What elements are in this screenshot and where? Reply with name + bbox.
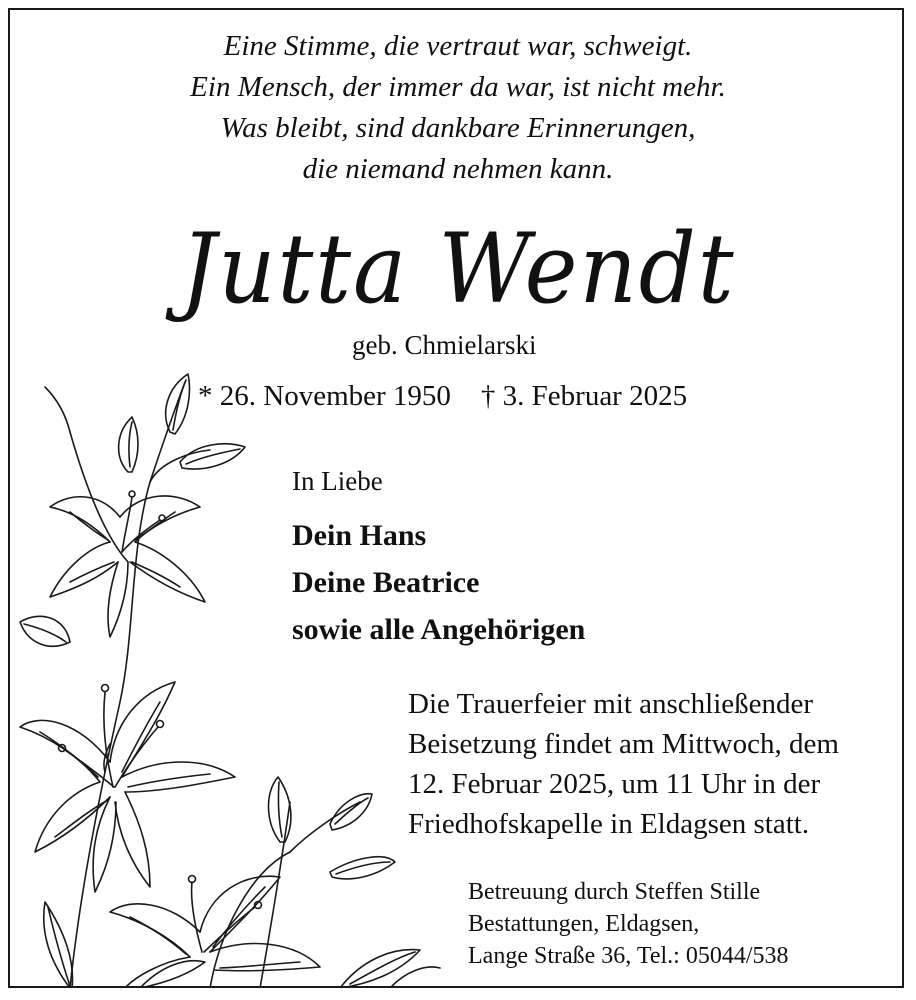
- poem-line: Ein Mensch, der immer da war, ist nicht mehr.: [190, 71, 726, 103]
- undertaker-info: [468, 876, 788, 972]
- poem: [0, 26, 916, 190]
- greeting: In Liebe: [292, 466, 383, 496]
- mourner: Dein Hans: [292, 519, 427, 552]
- mourner: sowie alle Angehörigen: [292, 613, 586, 646]
- death-date: † 3. Februar 2025: [480, 380, 688, 412]
- lily-flowers-icon: [10, 372, 450, 988]
- mourner: Deine Beatrice: [292, 566, 480, 599]
- undertaker-line: Bestattungen, Eldagsen,: [468, 911, 700, 937]
- poem-line: Was bleibt, sind dankbare Erinnerungen,: [220, 112, 696, 144]
- undertaker-line: Lange Straße 36, Tel.: 05044/538: [468, 943, 789, 969]
- service-line: 12. Februar 2025, um 11 Uhr in der: [408, 768, 821, 800]
- service-line: Die Trauerfeier mit anschließender: [408, 688, 814, 720]
- birth-date: * 26. November 1950: [198, 380, 451, 412]
- service-info: [408, 684, 839, 844]
- poem-line: Eine Stimme, die vertraut war, schweigt.: [223, 30, 693, 62]
- deceased-name: Jutta Wendt: [180, 213, 736, 325]
- birth-name: geb. Chmielarski: [352, 330, 537, 360]
- undertaker-line: Betreuung durch Steffen Stille: [468, 879, 761, 905]
- service-line: Beisetzung findet am Mittwoch, dem: [408, 728, 839, 760]
- poem-line: die niemand nehmen kann.: [302, 153, 614, 185]
- service-line: Friedhofskapelle in Eldagsen statt.: [408, 808, 810, 840]
